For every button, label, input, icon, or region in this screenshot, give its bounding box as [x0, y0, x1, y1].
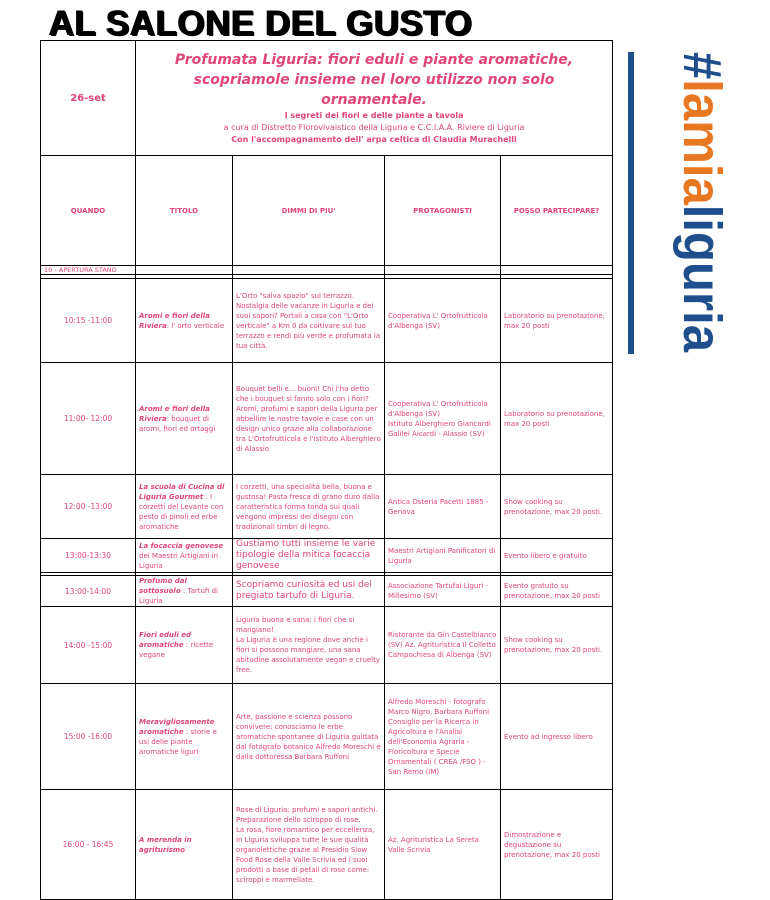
event-details: Arte, passione e scienza possono convivere: conosciamo le erbe aromatiche spontanee di Liguria guidata dal fotografo botanico Alfredo Moreschi e dalla dottoressa Barbara Ruffoni — [233, 684, 385, 790]
hashtag-svg — [602, 52, 732, 367]
event-title — [136, 279, 233, 363]
event-time: 10:15 -11:00 — [41, 279, 136, 363]
event-details: Rose di Liguria: profumi e sapori antichi. Preparazione dello sciroppo di rose. La rosa, fiore romantico per eccellenza, in Liguria sviluppa tutte le sue qualità organolettiche grazie al Presidio Slow Food Rose della Valle Scrivia ed i suoi prodotti a base di petali di rose come: sciroppi e marmellate. — [233, 790, 385, 900]
event-title-highlight: Meravigliosamente aromatiche — [139, 717, 215, 736]
event-row — [41, 539, 613, 573]
event-participate: Evento gratuito su prenotazione, max 20 posti — [501, 576, 613, 607]
event-title-rest: : bouquet di aromi, fiori ed ortaggi — [139, 414, 216, 433]
event-title-rest: : Tartufi di Liguria — [139, 587, 218, 605]
event-row — [41, 475, 613, 539]
event-details: I corzetti, una specialità bella, buona e gustosa! Pasta fresca di grano duro dalla caratteristica forma tonda sui quali vengono impressi dei disegni con tradizionali timbri di legno. — [233, 475, 385, 539]
event-details: Bouquet belli e... buoni! Chi l'ha detto che i bouquet si fanno solo con i fiori? Aromi, profumi e sapori della Liguria per abbellire le nostre tavole e case con un design unico grazie alla collaborazione tra L'Ortofrutticola e l'Istituto Alberghiero di Alassio — [233, 363, 385, 475]
event-participate: Show cooking su prenotazione, max 20 posti. — [501, 607, 613, 684]
event-row — [41, 607, 613, 684]
event-time: 14:00 -15:00 — [41, 607, 136, 684]
event-row — [41, 790, 613, 900]
opening-label: 10 - APERTURA STAND — [41, 266, 136, 275]
event-row — [41, 363, 613, 475]
event-row — [41, 684, 613, 790]
event-protagonists: Alfredo Moreschi - fotografo Marco Nigro, Barbara Ruffoni Consiglio per la Ricerca in Agricoltura e l'Analisi dell'Economia Agraria - Floricoltura e Specie Ornamentali ( CREA /FSO ) - San Remo (IM) — [385, 684, 501, 790]
page-title: AL SALONE DEL GUSTO — [48, 4, 472, 43]
event-subtitle: I segreti dei fiori e delle piante a tavola — [284, 111, 464, 120]
hashtag-lamia: lamia — [672, 79, 732, 218]
event-date: 26-set — [41, 41, 136, 156]
event-details: L'Orto "salva spazio" sul terrazzo. Nostalgia delle vacanze in Liguria e dei suoi sapori? Portali a casa con "L'Orto verticale" a Km 0 da coltivare sul tuo terrazzo e rendi più verde e profumata la tua città. — [233, 279, 385, 363]
event-title-highlight: Aromi e fiori della Riviera — [139, 404, 210, 423]
event-title-highlight: Profumo dal sottosuolo — [139, 577, 187, 595]
col-header-when: QUANDO — [41, 156, 136, 266]
event-protagonists: Antica Osteria Pacetti 1885 - Genova — [385, 475, 501, 539]
event-title-highlight: La focaccia genovese — [139, 541, 223, 550]
event-participate: Laboratorio su prenotazione, max 20 posti — [501, 363, 613, 475]
event-participate: Evento ad ingresso libero — [501, 684, 613, 790]
hashtag-hash: # — [672, 52, 732, 83]
column-header-row — [41, 156, 613, 266]
header-info-cell — [136, 41, 613, 156]
event-details: Liguria buona e sana: i fiori che si mangiano! La Liguria è una regione dove anche i fiori si possono mangiare, una sana abitudine assolutamente vegan e cruelty free. — [233, 607, 385, 684]
event-protagonists: Ristorante da Gin Castelbianco (SV) Az. Agrituristica Il Colletto Campochiesa di Albenga (SV) — [385, 607, 501, 684]
event-title — [136, 607, 233, 684]
event-protagonists: Az. Agrituristica La Sereta Valle Scrivia — [385, 790, 501, 900]
event-time: 15:00 -16:00 — [41, 684, 136, 790]
event-participate: Evento libero e gratuito — [501, 539, 613, 573]
col-header-details: DIMMI DI PIU' — [233, 156, 385, 266]
event-protagonists: Associazione Tartufai Liguri - Millesimo (SV) — [385, 576, 501, 607]
event-music: Con l'accompagnamento dell' arpa celtica di Claudia Murachelli — [231, 135, 517, 144]
col-header-participate: POSSO PARTECIPARE? — [501, 156, 613, 266]
opening-row — [41, 266, 613, 275]
event-title-highlight: A merenda in agriturismo — [139, 835, 192, 854]
event-title — [136, 576, 233, 607]
event-title-rest: : ricette vegane — [139, 641, 214, 659]
event-title-highlight: La scuola di Cucina di Liguria Gourmet — [139, 482, 225, 501]
event-participate: Dimostrazione e degustazione su prenotazione, max 20 posti — [501, 790, 613, 900]
event-title-line2: scopriamole insieme nel loro utilizzo non solo ornamentale. — [193, 72, 555, 108]
event-title-rest: : I corzetti del Levante con pesto di pinoli ed erbe aromatiche — [139, 492, 224, 531]
event-details: Gustiamo tutti insieme le varie tipologie della mitica focaccia genovese — [233, 539, 385, 573]
event-organizer: a cura di Distretto Florovivaistico della Liguria e C.C.I.A.A. Riviere di Liguria — [223, 123, 525, 132]
event-title-highlight: Fiori eduli ed aromatiche — [139, 631, 192, 649]
event-time: 12:00 -13:00 — [41, 475, 136, 539]
event-protagonists: Cooperativa L' Ortofrutticola d'Albenga (SV) Istituto Alberghiero Giancardi Galilei Aicardi - Alassio (SV) — [385, 363, 501, 475]
header-row — [41, 41, 613, 156]
event-title — [136, 539, 233, 573]
event-title-line1: Profumata Liguria: fiori eduli e piante aromatiche, — [174, 52, 574, 68]
event-time: 11:00- 12:00 — [41, 363, 136, 475]
event-title — [136, 363, 233, 475]
hashtag-liguria: liguria — [672, 204, 732, 367]
event-title-rest: dei Maestri Artigiani in Liguria — [139, 551, 219, 570]
event-protagonists: Cooperativa L' Ortofrutticola d'Albenga (SV) — [385, 279, 501, 363]
col-header-title: TITOLO — [136, 156, 233, 266]
hashtag-lamialiguria — [602, 52, 732, 367]
event-row — [41, 279, 613, 363]
svg-text:#lamialiguria — [672, 52, 732, 367]
event-time: 16:00 - 16:45 — [41, 790, 136, 900]
schedule-table — [40, 40, 613, 900]
event-details: Scopriamo curiosità ed usi del pregiato tartufo di Liguria. — [233, 576, 385, 607]
event-row — [41, 576, 613, 607]
event-title-highlight: Aromi e fiori della Riviera — [139, 311, 210, 330]
event-title — [136, 684, 233, 790]
event-time: 13:00-14:00 — [41, 576, 136, 607]
event-time: 13:00-13:30 — [41, 539, 136, 573]
event-title — [136, 790, 233, 900]
event-participate: Laboratorio su prenotazione, max 20 posti — [501, 279, 613, 363]
col-header-protagonists: PROTAGONISTI — [385, 156, 501, 266]
event-protagonists: Maestri Artigiani Panificatori di Liguria — [385, 539, 501, 573]
event-participate: Show cooking su prenotazione, max 20 posti. — [501, 475, 613, 539]
event-title — [136, 475, 233, 539]
event-title-rest: : storie e usi delle piante aromatiche liguri — [139, 727, 217, 756]
event-title-rest: : l' orto verticale — [166, 321, 225, 330]
